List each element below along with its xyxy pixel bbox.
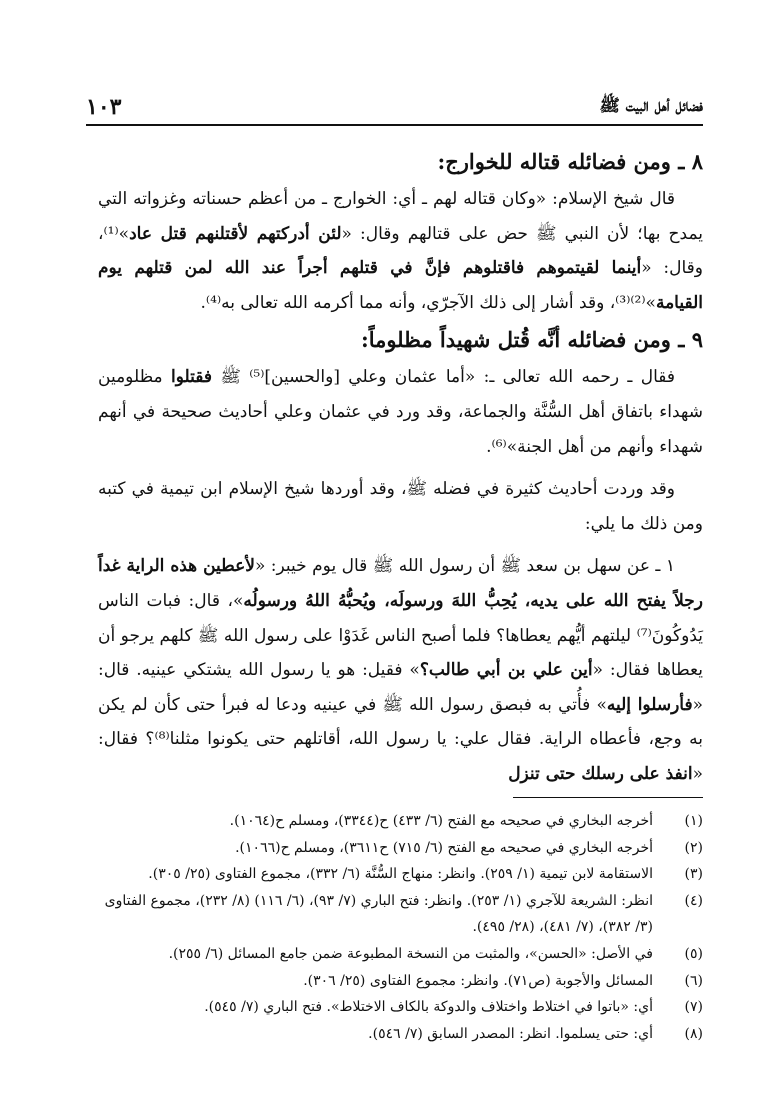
footnote-text: أي: حتى يسلموا. انظر: المصدر السابق (٧/ ٥٤٦).	[368, 1025, 653, 1042]
text-run: ١ ـ عن سهل بن سعد ﷺ أن رسول الله ﷺ قال يوم خيبر: «	[254, 556, 676, 577]
footnote-text: انظر: الشريعة للآجري (١/ ٢٥٣). وانظر: فتح الباري (٧/ ٩٣)، (٦/ ١١٦) (٨/ ٢٣٢)، مجموع الفتاوى (٣/ ٣٨٢)، (٧/ ٤٨١)، (٢٨/ ٤٩٥).	[104, 892, 653, 936]
hadith-quote: لئن أدركتهم لأقتلنهم قتل عاد	[129, 223, 342, 244]
text-run: » فأُتي به فبصق رسول الله ﷺ في عينيه ودعا له فبرأ حتى كأن لم يكن به وجع، فأعطاه الراية. فقال علي: يا رسول الله، أقاتلهم حتى يكونوا مثلنا⁽⁸⁾؟ فقال: «	[98, 694, 704, 784]
footnote-text: أخرجه البخاري في صحيحه مع الفتح (٦/ ٤٣٣) ح(٣٣٤٤)، ومسلم ح(١٠٦٤).	[229, 813, 653, 829]
text-run: »، قال: فبات الناس يَدُوكُونَ⁽⁷⁾ ليلتهم أيُّهم يعطاها؟ فلما أصبح الناس غَدَوْا على رسول الله ﷺ كلهم يرجو أن يعطاها فقال: «	[98, 590, 703, 681]
footnote-separator	[513, 797, 703, 798]
footnote-number: (٣)	[684, 866, 703, 883]
section-9-paragraph-2: وقد وردت أحاديث كثيرة في فضله ﷺ، وقد أوردها شيخ الإسلام ابن تيمية في كتبه ومن ذلك ما يلي:	[98, 479, 703, 534]
footnote	[86, 968, 703, 995]
text-run: فقال ـ رحمه الله تعالى ـ: «أما عثمان وعلي [والحسين]⁽⁵⁾ ﷺ	[211, 367, 676, 388]
section-9-heading: ٩ ـ ومن فضائله أنَّه قُتل شهيداً مظلوماً:	[360, 327, 703, 353]
running-header	[86, 84, 703, 126]
running-header-title: فضائل أهل البيت ﷺ	[599, 96, 703, 116]
footnote-number: (٢)	[684, 839, 703, 856]
footnote-number: (٤)	[684, 892, 703, 909]
main-text	[98, 142, 703, 792]
hadith-quote: أين علي بن أبي طالب؟	[419, 660, 593, 681]
hadith-quote: أينما لقيتموهم فاقتلوهم فإنَّ في قتلهم أجراً عند الله لمن قتلهم يوم القيامة	[98, 258, 703, 313]
section-8-paragraph	[98, 182, 703, 320]
emphasis: فقتلوا	[170, 367, 212, 388]
hadith-quote: لأعطين هذه الراية غداً رجلاً يفتح الله على يديه، يُحِبُّ اللهَ ورسولَه، ويُحبُّهُ اللهُ ورسولُه	[98, 556, 703, 611]
footnotes	[86, 808, 703, 1047]
text-run: » فقيل: هو يا رسول الله يشتكي عينيه. قال: «	[98, 660, 703, 715]
section-9-paragraph-3	[98, 549, 703, 791]
section-8-heading: ٨ ـ ومن فضائله قتاله للخوارج:	[437, 149, 703, 174]
footnote	[86, 835, 703, 862]
footnote	[86, 994, 703, 1021]
footnote-number: (٥)	[684, 945, 703, 962]
footnote	[86, 941, 703, 968]
footnote	[86, 861, 703, 888]
footnote	[86, 1021, 703, 1048]
text-run: مظلومين شهداء باتفاق أهل السُّنَّة والجماعة، وقد ورد في عثمان وعلي أحاديث صحيحة في أنهم شهداء وأنهم من أهل الجنة»⁽⁶⁾.	[98, 367, 703, 457]
section-9-paragraph-1	[98, 360, 703, 464]
footnote-number: (١)	[684, 813, 703, 829]
footnote-text: أخرجه البخاري في صحيحه مع الفتح (٦/ ٧١٥) ح٣٦١١)، ومسلم ح(١٠٦٦).	[235, 839, 653, 856]
footnote-text: المسائل والأجوبة (ص٧١). وانظر: مجموع الفتاوى (٢٥/ ٣٠٦).	[303, 972, 653, 989]
hadith-quote: انفذ على رسلك حتى تنزل	[508, 763, 693, 784]
text-run: »⁽²⁾⁽³⁾، وقد أشار إلى ذلك الآجرّي، وأنه مما أكرمه الله تعالى به⁽⁴⁾.	[200, 292, 656, 313]
footnote-text: الاستقامة لابن تيمية (١/ ٢٥٩). وانظر: منهاج السُّنَّة (٦/ ٣٣٢)، مجموع الفتاوى (٢٥/ ٣٠٥).	[148, 866, 653, 883]
footnote-number: (٦)	[684, 972, 703, 989]
footnote-text: أي: «باتوا في اختلاط واختلاف والدوكة بالكاف الاختلاط». فتح الباري (٧/ ٥٤٥).	[204, 999, 653, 1016]
footnote-text: في الأصل: «الحسن»، والمثبت من النسخة المطبوعة ضمن جامع المسائل (٦/ ٢٥٥).	[168, 945, 653, 962]
page-number: ١٠٣	[86, 94, 122, 120]
footnote-number: (٨)	[684, 1025, 703, 1042]
hadith-quote: فأرسلوا إليه	[606, 694, 693, 715]
footnote	[86, 888, 703, 941]
text-run: »⁽¹⁾، وقال: «	[98, 223, 703, 279]
footnote-number: (٧)	[684, 999, 703, 1016]
text-run: قال شيخ الإسلام: «وكان قتاله لهم ـ أي: الخوارج ـ من أعظم حسناته وغزواته التي يمدح بها؛ لأن النبي ﷺ حض على قتالهم وقال: «	[98, 189, 704, 244]
footnote	[86, 808, 703, 835]
